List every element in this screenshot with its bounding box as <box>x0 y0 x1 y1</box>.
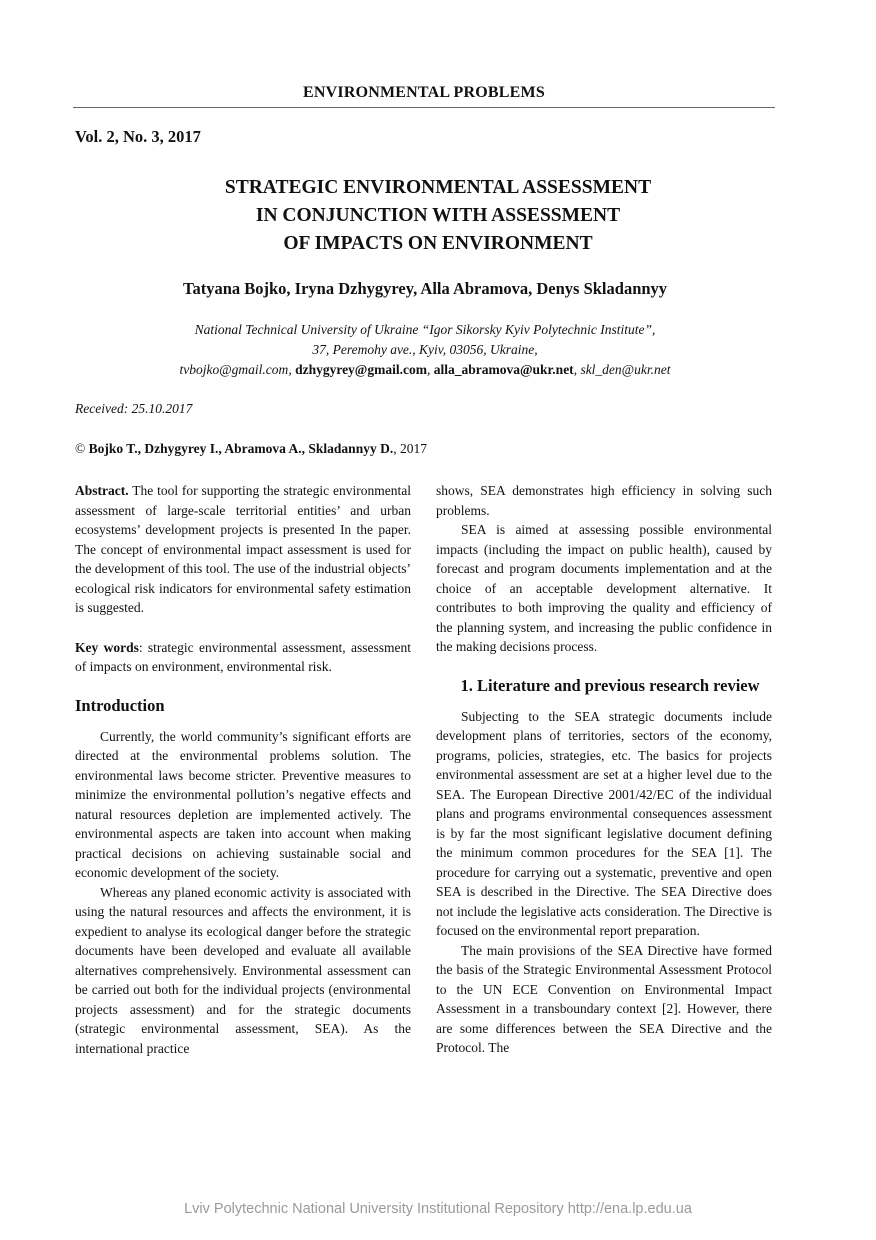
copyright-year: , 2017 <box>393 441 427 456</box>
affiliation <box>75 320 775 380</box>
paragraph: Subjecting to the SEA strategic documents include development plans of territories, sectors of the economy, programs, policies, strategies, etc. The basics for projects environmental assessment are set at a higher level due to the SEA. The European Directive 2001/42/EC of the individual plans and programs environmental consequences assessment is by far the most significant legislative document defining the minimum common procedures for the SEA [1]. The procedure for carrying out a systematic, preventive and open SEA is described in the Directive. The SEA Directive does not include the legislative acts consideration. The Directive is focused on the environmental report preparation. <box>436 708 772 938</box>
keywords-label: Key words <box>75 639 139 655</box>
paragraph: shows, SEA demonstrates high efficiency in solving such problems. <box>436 483 772 518</box>
right-column <box>436 481 772 1058</box>
copyright <box>75 441 427 457</box>
volume-issue: Vol. 2, No. 3, 2017 <box>75 127 201 146</box>
title-line: STRATEGIC ENVIRONMENTAL ASSESSMENT <box>224 177 652 198</box>
abstract-text: The tool for supporting the strategic environmental assessment of large-scale territorial entities’ and urban ecosystems’ development projects is presented In the paper. The concept of environmental impact assessment is used for the development of this tool. The use of the industrial objects’ ecological risk indicators for environmental safety estimation is suggested. <box>75 483 411 615</box>
email-link[interactable]: dzhygyrey@gmail.com <box>295 362 427 377</box>
email-separator: , <box>288 362 296 377</box>
author-emails <box>75 360 775 380</box>
paragraph: Currently, the world community’s significant efforts are directed at the environmental problems solution. The environmental laws become stricter. Preventive measures to minimize the environmental pollution’s negative effects and natural resources depletion are implemented actively. The environmental aspects are taken into account when making practical decisions on achieving sustainable social and economic development of the society. <box>75 728 411 880</box>
email-link[interactable]: tvbojko@gmail.com <box>179 362 289 377</box>
affiliation-address: 37, Peremohy ave., Kyiv, 03056, Ukraine, <box>312 342 538 357</box>
header-rule <box>73 107 775 108</box>
title-line: IN CONJUNCTION WITH ASSESSMENT <box>255 205 621 226</box>
copyright-holders: Bojko T., Dzhygyrey I., Abramova A., Skladannyy D. <box>88 441 394 456</box>
left-column <box>75 481 411 1058</box>
paragraph: SEA is aimed at assessing possible environmental impacts (including the impact on public health), caused by forecast and program documents implementation and at the choice of an acceptable development alternative. It contributes to both improving the quality and efficiency of the planning system, and increasing the public confidence in the making decisions process. <box>436 522 772 654</box>
journal-name: ENVIRONMENTAL PROBLEMS <box>303 84 545 101</box>
keywords <box>75 638 411 677</box>
received-date: Received: 25.10.2017 <box>75 401 193 416</box>
section-heading-introduction: Introduction <box>75 695 165 715</box>
abstract-label: Abstract. <box>75 483 129 498</box>
affiliation-institution: National Technical University of Ukraine “Igor Sikorsky Kyiv Polytechnic Institute”, <box>194 322 656 337</box>
copyright-icon: © <box>75 441 86 456</box>
article-title <box>100 174 776 258</box>
email-link[interactable]: skl_den@ukr.net <box>580 362 671 377</box>
paragraph: Whereas any planed economic activity is associated with using the natural resources and affects the environment, it is expedient to analyse its ecological danger before the strategic documents have been developed and evaluate all available alternatives comprehensively. Environmental assessment can be carried out both for the individual projects (environmental projects assessment) and for the strategic documents (strategic environmental assessment, SEA). As the international practice <box>75 884 411 1056</box>
keywords-text: : strategic environmental assessment, assessment of impacts on environment, environmental risk. <box>75 639 412 674</box>
section-heading-literature-review: 1. Literature and previous research review <box>460 675 760 695</box>
title-line: OF IMPACTS ON ENVIRONMENT <box>283 233 593 254</box>
email-separator: , <box>573 362 581 377</box>
abstract <box>75 481 411 618</box>
email-link[interactable]: alla_abramova@ukr.net <box>433 362 574 377</box>
repository-footer: Lviv Polytechnic National University Institutional Repository http://ena.lp.edu.ua <box>184 1201 692 1217</box>
email-separator: , <box>426 362 434 377</box>
authors: Tatyana Bojko, Iryna Dzhygyrey, Alla Abramova, Denys Skladannyy <box>182 279 668 298</box>
paragraph: The main provisions of the SEA Directive have formed the basis of the Strategic Environmental Assessment Protocol to the UN ECE Convention on Environmental Impact Assessment in a transboundary context [2]. However, there are some differences between the SEA Directive and the Protocol. The <box>436 942 772 1055</box>
